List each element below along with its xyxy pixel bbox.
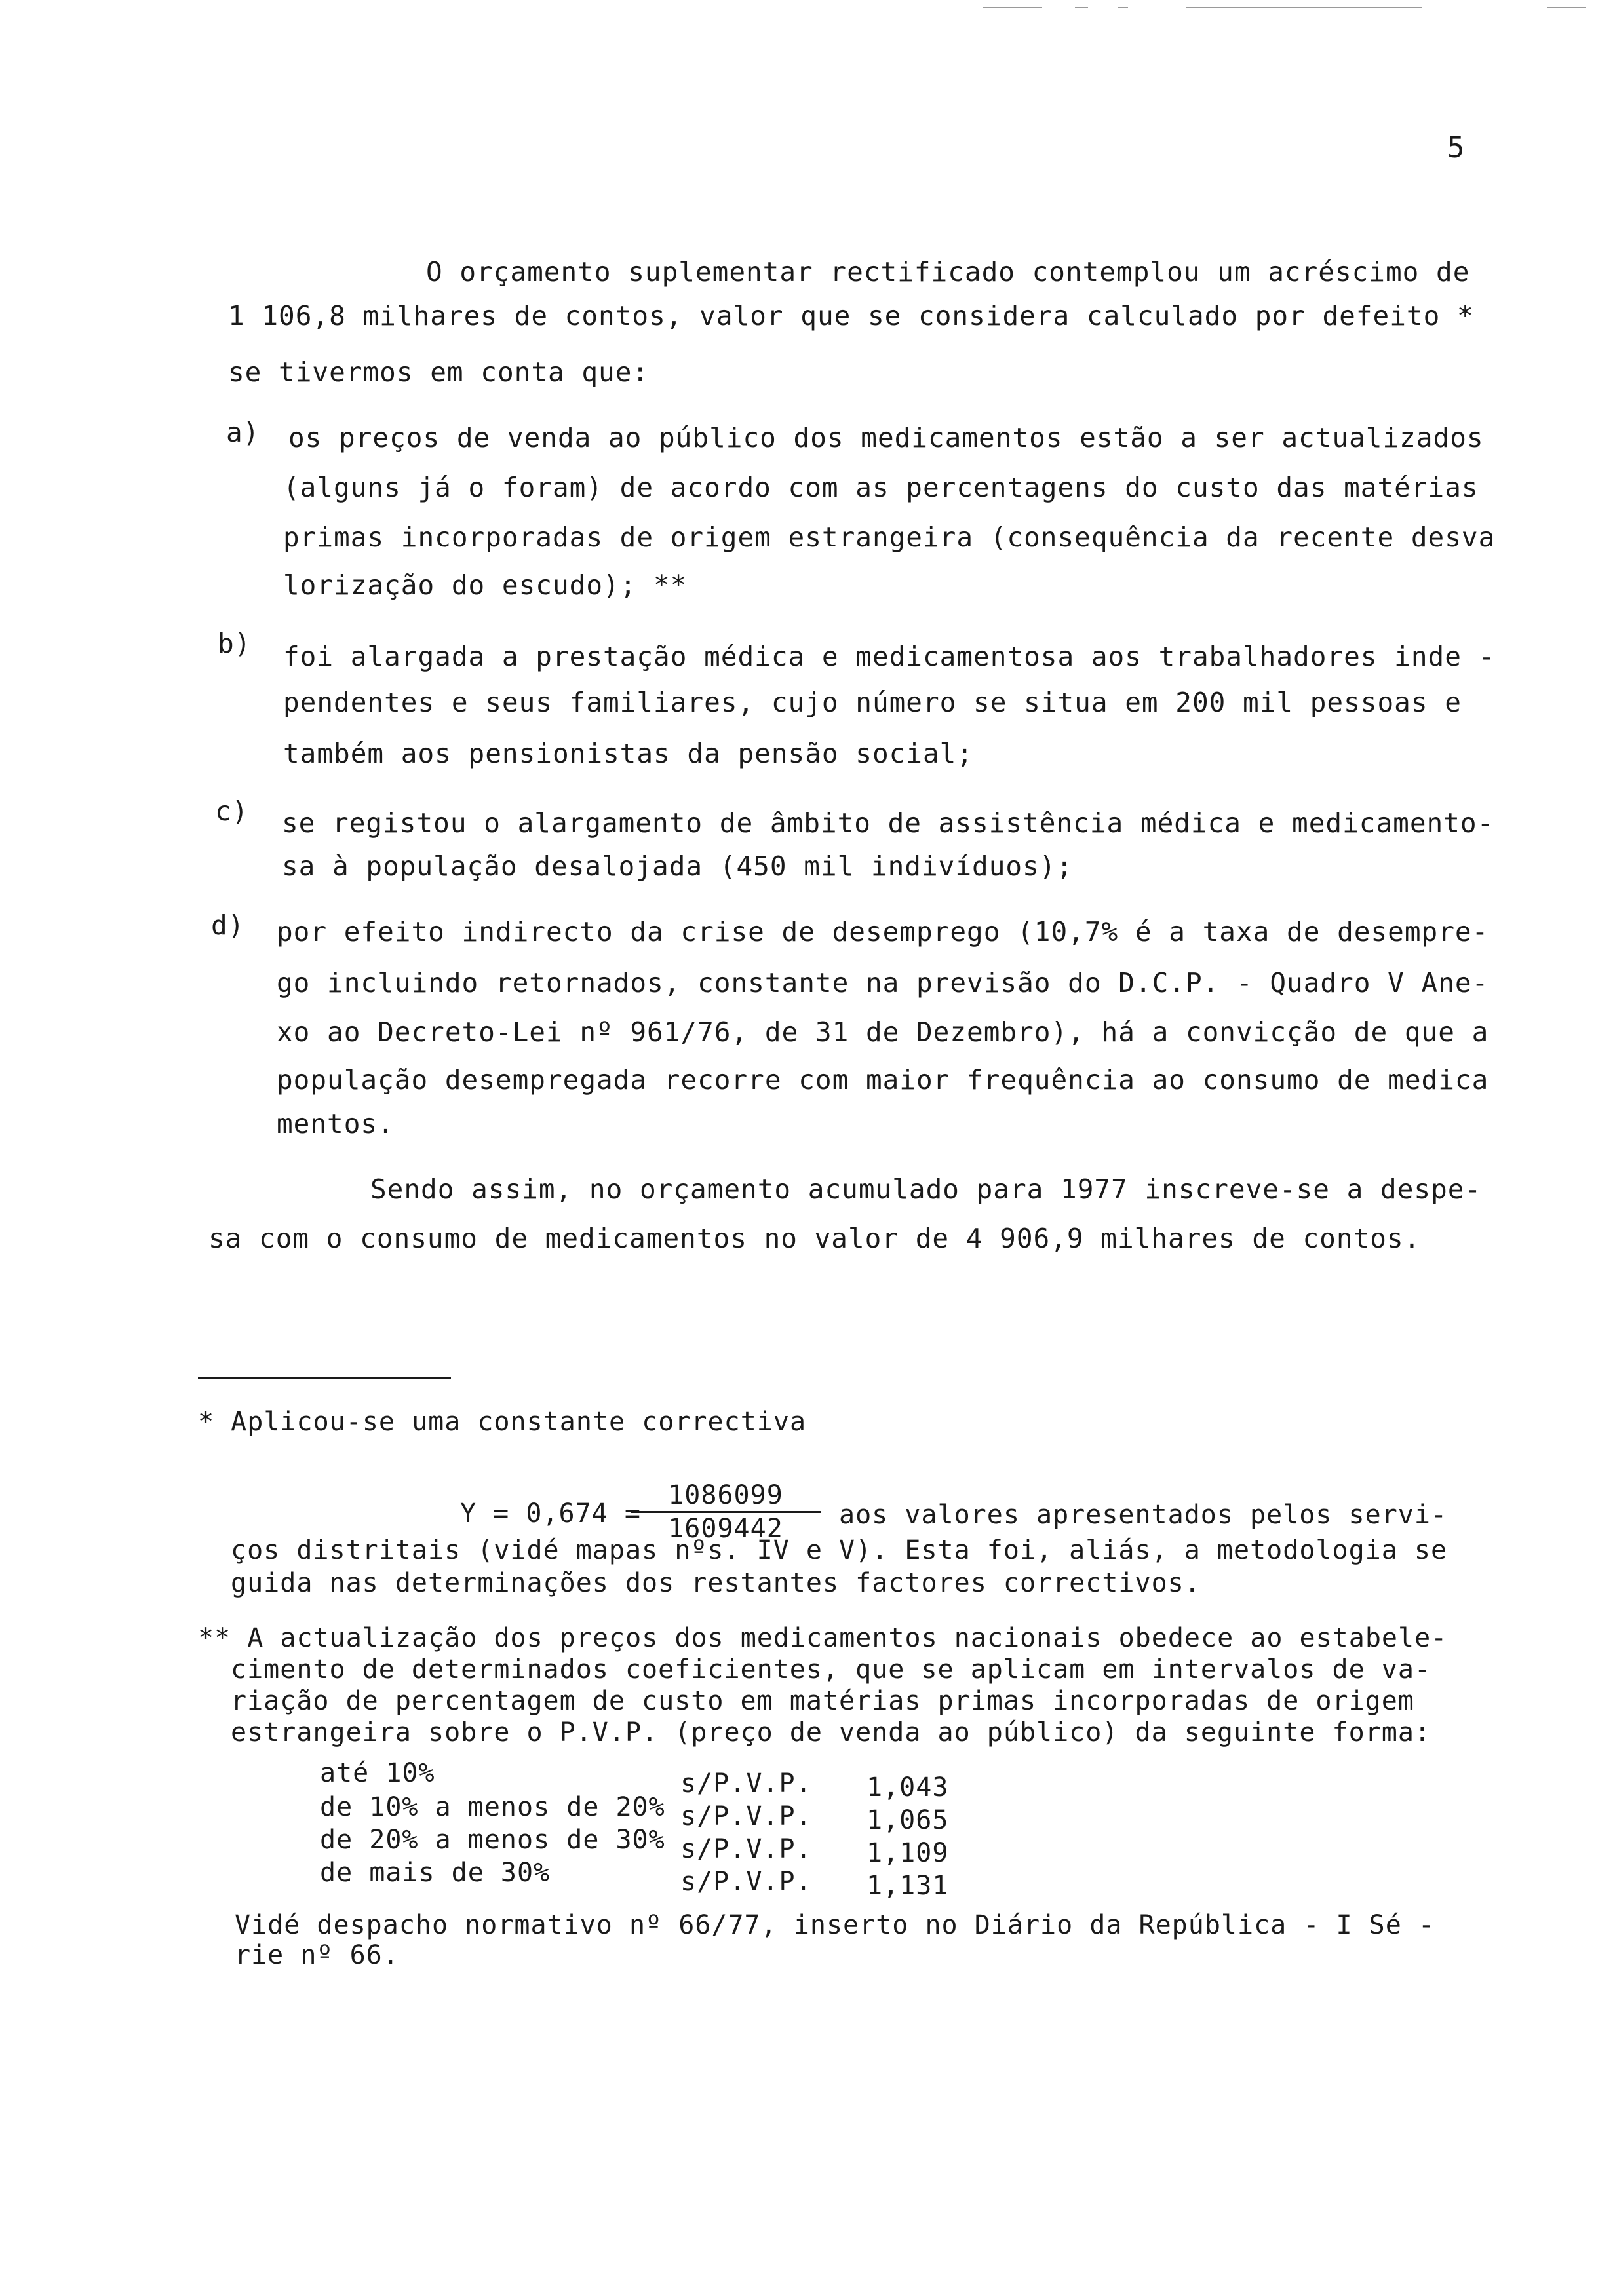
item-line: população desempregada recorre com maior frequência ao consumo de medica <box>277 1064 1489 1096</box>
table-cell-range: de mais de 30% <box>320 1858 551 1888</box>
item-line: foi alargada a prestação médica e medicamentosa aos trabalhadores inde - <box>283 641 1496 672</box>
page-number: 5 <box>1447 131 1465 164</box>
item-marker: b) <box>218 628 252 659</box>
table-cell-range: de 20% a menos de 30% <box>320 1825 665 1855</box>
footnote-line: estrangeira sobre o P.V.P. (preço de venda ao público) da seguinte forma: <box>231 1717 1431 1748</box>
item-line: primas incorporadas de origem estrangeira (consequência da recente desva <box>283 522 1496 553</box>
table-cell-basis: s/P.V.P. <box>680 1801 812 1831</box>
intro-line: O orçamento suplementar rectificado contemplou um acréscimo de <box>426 256 1470 288</box>
item-line: os preços de venda ao público dos medicamentos estão a ser actualizados <box>288 422 1484 453</box>
scan-artifact-line <box>1118 7 1128 8</box>
table-cell-range: até 10% <box>320 1758 435 1788</box>
item-marker: c) <box>215 795 249 827</box>
item-marker: a) <box>226 417 260 448</box>
footnote-line: ços distritais (vidé mapas nºs. IV e V). Esta foi, aliás, a metodologia se <box>231 1535 1448 1565</box>
table-cell-range: de 10% a menos de 20% <box>320 1792 665 1822</box>
item-line: mentos. <box>277 1108 395 1139</box>
item-line: pendentes e seus familiares, cujo número se situa em 200 mil pessoas e <box>283 687 1462 718</box>
formula-lhs: Y = 0,674 = <box>460 1499 641 1529</box>
footnote-line: ** A actualização dos preços dos medicamentos nacionais obedece ao estabele- <box>198 1623 1448 1653</box>
conclusion-line: Sendo assim, no orçamento acumulado para 1977 inscreve-se a despe- <box>370 1174 1482 1205</box>
footnote-separator <box>198 1377 451 1379</box>
scan-artifact-line <box>1186 7 1422 8</box>
scan-artifact-line <box>1075 7 1088 8</box>
formula-fraction <box>631 1482 821 1542</box>
footnote-title: * Aplicou-se uma constante correctiva <box>198 1407 807 1437</box>
formula-numerator: 1086099 <box>631 1482 821 1513</box>
formula-rhs: aos valores apresentados pelos servi- <box>839 1500 1448 1530</box>
table-cell-coef: 1,065 <box>866 1805 949 1835</box>
table-cell-coef: 1,131 <box>866 1871 949 1901</box>
table-cell-coef: 1,043 <box>866 1772 949 1803</box>
item-line: go incluindo retornados, constante na previsão do D.C.P. - Quadro V Ane- <box>277 967 1489 999</box>
item-line: sa à população desalojada (450 mil indivíduos); <box>282 851 1074 882</box>
scan-artifact-line <box>1547 7 1586 8</box>
item-line: também aos pensionistas da pensão social; <box>283 738 974 769</box>
item-line: lorização do escudo); ** <box>283 569 688 601</box>
footnote-line: cimento de determinados coeficientes, que se aplicam em intervalos de va- <box>231 1655 1431 1685</box>
item-line: por efeito indirecto da crise de desemprego (10,7% é a taxa de desempre- <box>277 916 1489 947</box>
table-cell-coef: 1,109 <box>866 1838 949 1868</box>
item-line: xo ao Decreto-Lei nº 961/76, de 31 de Dezembro), há a convicção de que a <box>277 1016 1489 1048</box>
intro-line: 1 106,8 milhares de contos, valor que se considera calculado por defeito * <box>228 300 1474 332</box>
footnote-line: riação de percentagem de custo em matérias primas incorporadas de origem <box>231 1686 1414 1716</box>
formula-denominator: 1609442 <box>668 1514 783 1544</box>
table-cell-basis: s/P.V.P. <box>680 1867 812 1897</box>
reference-line: Vidé despacho normativo nº 66/77, inserto no Diário da República - I Sé - <box>235 1910 1435 1940</box>
table-cell-basis: s/P.V.P. <box>680 1769 812 1799</box>
table-cell-basis: s/P.V.P. <box>680 1834 812 1864</box>
scan-artifact-line <box>983 7 1042 8</box>
intro-line: se tivermos em conta que: <box>228 356 650 388</box>
conclusion-line: sa com o consumo de medicamentos no valor de 4 906,9 milhares de contos. <box>208 1223 1421 1254</box>
reference-line: rie nº 66. <box>235 1940 399 1970</box>
item-line: se registou o alargamento de âmbito de assistência médica e medicamento- <box>282 807 1494 839</box>
item-line: (alguns já o foram) de acordo com as percentagens do custo das matérias <box>283 472 1479 503</box>
footnote-line: guida nas determinações dos restantes factores correctivos. <box>231 1568 1201 1598</box>
item-marker: d) <box>211 909 245 941</box>
